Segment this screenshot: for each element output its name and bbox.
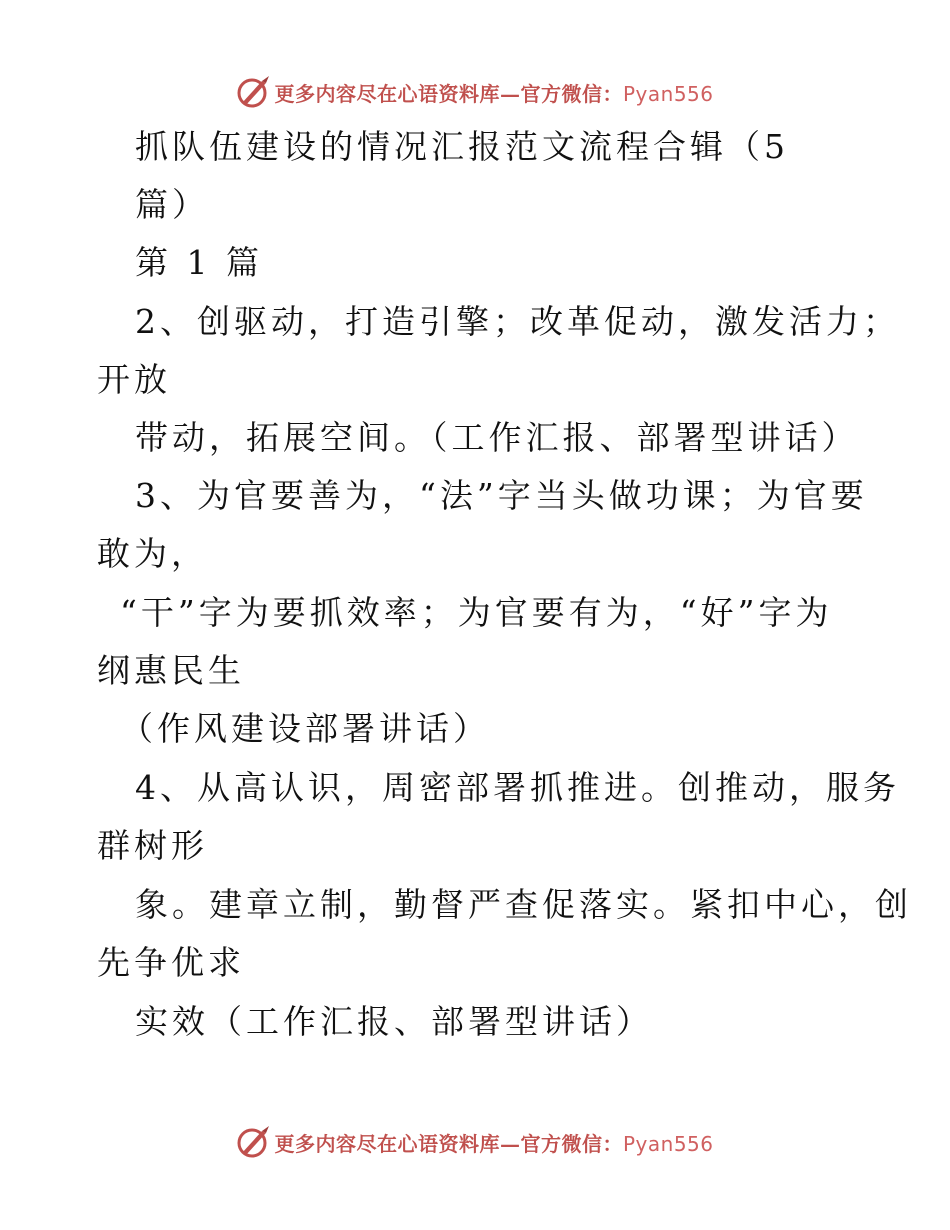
watermark-text: 更多内容尽在心语资料库—官方微信：Pyan556 [274,81,714,106]
header-watermark [0,72,950,112]
paragraph-line: “干”字为要抓效率；为官要有为，“好”字为 [120,593,833,632]
quill-logo-icon [236,75,270,109]
quill-logo-icon [236,1125,270,1159]
paragraph-line: 敢为， [97,534,208,573]
paragraph-line: 实效（工作汇报、部署型讲话） [135,1002,653,1041]
paragraph-line: 带动，拓展空间。（工作汇报、部署型讲话） [135,418,859,457]
paragraph-line: 群树形 [97,826,208,865]
paragraph-line: 开放 [97,360,171,399]
paragraph-line: 2、创驱动，打造引擎；改革促动，激发活力； [135,302,900,341]
paragraph-line: （作风建设部署讲话） [120,709,490,748]
paragraph-line: 先争优求 [97,943,245,982]
watermark-text: 更多内容尽在心语资料库—官方微信：Pyan556 [274,1131,714,1156]
paragraph-line: 4、从高认识，周密部署抓推进。创推动，服务 [135,768,900,807]
paragraph-line: 3、为官要善为，“法”字当头做功课；为官要 [135,476,868,515]
paragraph-line: 纲惠民生 [97,651,245,690]
footer-watermark [0,1122,950,1162]
section-heading: 第 1 篇 [135,243,263,282]
paragraph-line: 象。建章立制，勤督严查促落实。紧扣中心，创 [135,885,912,924]
doc-title-line-1: 抓队伍建设的情况汇报范文流程合辑（5 [135,127,789,166]
doc-title-line-2: 篇） [135,185,209,224]
